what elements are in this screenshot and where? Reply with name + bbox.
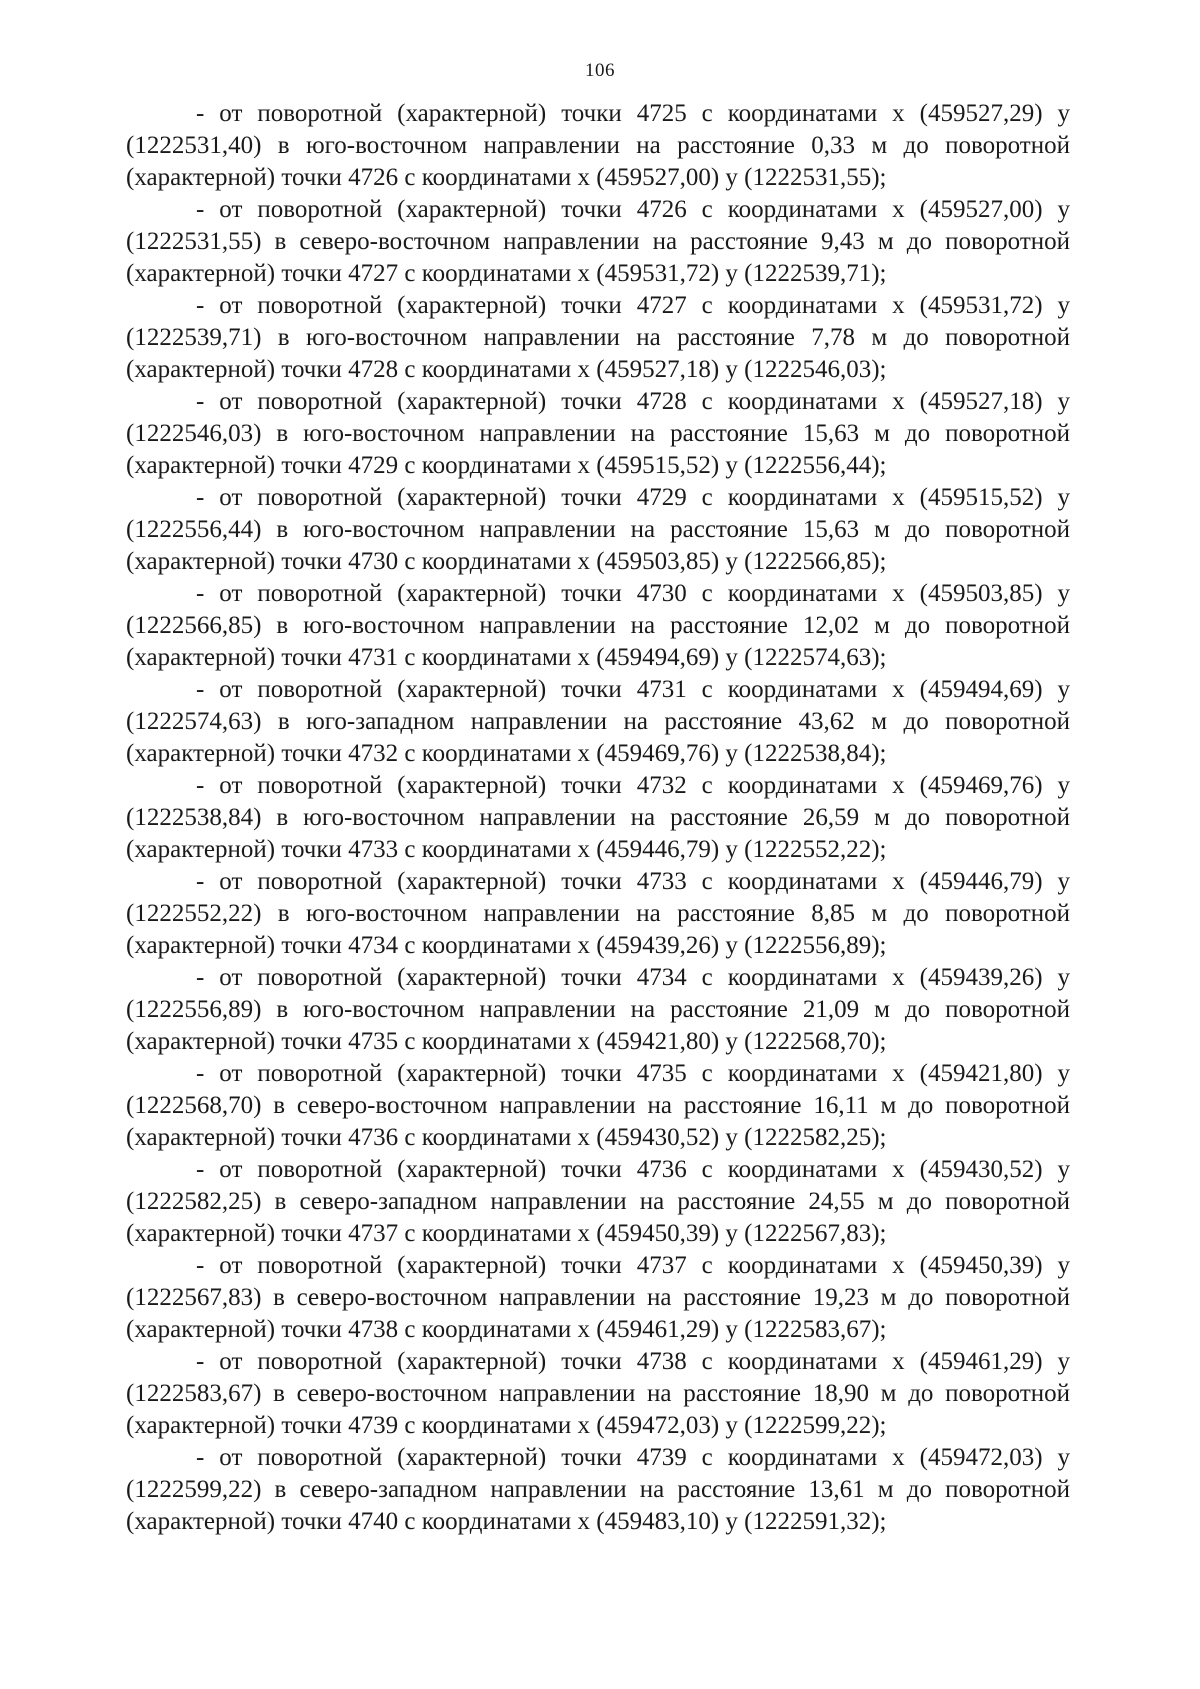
boundary-segment-paragraph: - от поворотной (характерной) точки 4738 с координатами x (459461,29) y (1222583,67) в северо-восточном направлении на расстояние 18,90 м до поворотной (характерной) точки 4739 с координатами x (459472,03) y (1222599,22);	[126, 1348, 1070, 1439]
boundary-segment-paragraph: - от поворотной (характерной) точки 4737 с координатами x (459450,39) y (1222567,83) в северо-восточном направлении на расстояние 19,23 м до поворотной (характерной) точки 4738 с координатами x (459461,29) y (1222583,67);	[126, 1252, 1070, 1343]
boundary-segment-paragraph: - от поворотной (характерной) точки 4729 с координатами x (459515,52) y (1222556,44) в юго-восточном направлении на расстояние 15,63 м до поворотной (характерной) точки 4730 с координатами x (459503,85) y (1222566,85);	[126, 484, 1070, 575]
boundary-segment-paragraph: - от поворотной (характерной) точки 4739 с координатами x (459472,03) y (1222599,22) в северо-западном направлении на расстояние 13,61 м до поворотной (характерной) точки 4740 с координатами x (459483,10) y (1222591,32);	[126, 1444, 1070, 1535]
page-number: 106	[585, 60, 615, 81]
boundary-segment-paragraph: - от поворотной (характерной) точки 4735 с координатами x (459421,80) y (1222568,70) в северо-восточном направлении на расстояние 16,11 м до поворотной (характерной) точки 4736 с координатами x (459430,52) y (1222582,25);	[126, 1060, 1070, 1151]
boundary-segment-paragraph: - от поворотной (характерной) точки 4725 с координатами x (459527,29) y (1222531,40) в юго-восточном направлении на расстояние 0,33 м до поворотной (характерной) точки 4726 с координатами x (459527,00) y (1222531,55);	[126, 100, 1070, 191]
boundary-segment-paragraph: - от поворотной (характерной) точки 4732 с координатами x (459469,76) y (1222538,84) в юго-восточном направлении на расстояние 26,59 м до поворотной (характерной) точки 4733 с координатами x (459446,79) y (1222552,22);	[126, 772, 1070, 863]
boundary-segment-paragraph: - от поворотной (характерной) точки 4728 с координатами x (459527,18) y (1222546,03) в юго-восточном направлении на расстояние 15,63 м до поворотной (характерной) точки 4729 с координатами x (459515,52) y (1222556,44);	[126, 388, 1070, 479]
boundary-segment-paragraph: - от поворотной (характерной) точки 4731 с координатами x (459494,69) y (1222574,63) в юго-западном направлении на расстояние 43,62 м до поворотной (характерной) точки 4732 с координатами x (459469,76) y (1222538,84);	[126, 676, 1070, 767]
boundary-segment-paragraph: - от поворотной (характерной) точки 4733 с координатами x (459446,79) y (1222552,22) в юго-восточном направлении на расстояние 8,85 м до поворотной (характерной) точки 4734 с координатами x (459439,26) y (1222556,89);	[126, 868, 1070, 959]
boundary-segment-paragraph: - от поворотной (характерной) точки 4736 с координатами x (459430,52) y (1222582,25) в северо-западном направлении на расстояние 24,55 м до поворотной (характерной) точки 4737 с координатами x (459450,39) y (1222567,83);	[126, 1156, 1070, 1247]
boundary-segment-paragraph: - от поворотной (характерной) точки 4730 с координатами x (459503,85) y (1222566,85) в юго-восточном направлении на расстояние 12,02 м до поворотной (характерной) точки 4731 с координатами x (459494,69) y (1222574,63);	[126, 580, 1070, 671]
document-body	[126, 98, 1070, 1538]
boundary-segment-paragraph: - от поворотной (характерной) точки 4727 с координатами x (459531,72) y (1222539,71) в юго-восточном направлении на расстояние 7,78 м до поворотной (характерной) точки 4728 с координатами x (459527,18) y (1222546,03);	[126, 292, 1070, 383]
boundary-segment-paragraph: - от поворотной (характерной) точки 4726 с координатами x (459527,00) y (1222531,55) в северо-восточном направлении на расстояние 9,43 м до поворотной (характерной) точки 4727 с координатами x (459531,72) y (1222539,71);	[126, 196, 1070, 287]
boundary-segment-paragraph: - от поворотной (характерной) точки 4734 с координатами x (459439,26) y (1222556,89) в юго-восточном направлении на расстояние 21,09 м до поворотной (характерной) точки 4735 с координатами x (459421,80) y (1222568,70);	[126, 964, 1070, 1055]
